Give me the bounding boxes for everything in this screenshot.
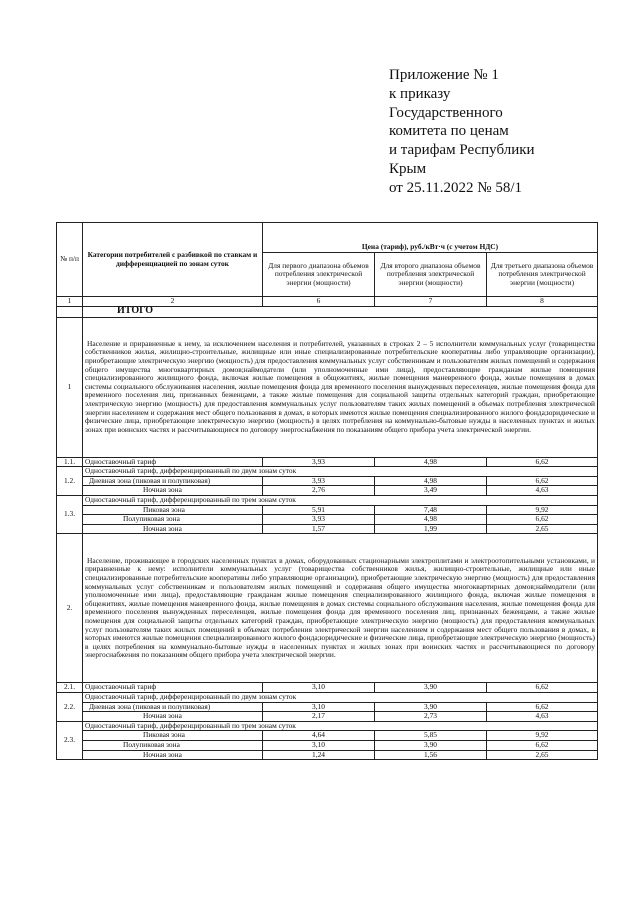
appendix-title: Приложение № 1 — [389, 67, 499, 83]
zone-row — [57, 750, 598, 760]
tariff-table — [56, 222, 598, 760]
price-range1: 3,10 — [263, 683, 375, 693]
price-range3: 6,62 — [487, 476, 598, 486]
price-range1: 3,93 — [263, 476, 375, 486]
zone-row — [57, 731, 598, 741]
price-range1: 3,10 — [263, 740, 375, 750]
row-number: 1.1. — [57, 457, 83, 467]
price-range2: 3,49 — [375, 486, 487, 496]
price-range1: 2,17 — [263, 712, 375, 722]
price-range2: 3,90 — [375, 683, 487, 693]
zone-label: Ночная зона — [83, 524, 263, 534]
row-number: 2.2. — [57, 692, 83, 721]
price-range2: 3,90 — [375, 702, 487, 712]
index-cell: 1 — [57, 297, 83, 307]
appendix-date-number: от 25.11.2022 № 58/1 — [389, 179, 523, 196]
zone-label: Пиковая зона — [83, 505, 263, 515]
price-range3: 9,92 — [487, 731, 598, 741]
price-range3: 6,62 — [487, 683, 598, 693]
price-range1: 3,10 — [263, 702, 375, 712]
price-range1: 4,64 — [263, 731, 375, 741]
appendix-header — [389, 66, 629, 198]
zone-row — [57, 712, 598, 722]
tariff-row — [57, 683, 598, 693]
section-row — [57, 534, 598, 683]
row-number: 2. — [57, 534, 83, 683]
col-price-header: Цена (тариф), руб./кВт·ч (с учетом НДС) — [263, 223, 598, 253]
price-range1: 5,91 — [263, 505, 375, 515]
category-description: Население и приравненные к нему, за исключением населения и потребителей, указанных в строках 2 – 5 исполнители коммунальных услуг (товарищества собственников жилья, жилищно-строительные, жилищные или иные специализированные потребительские кооперативы либо управляющие организации), приобретающие электрическую энергию (мощность) для предоставления коммунальных услуг собственникам и пользователям жилых помещений и содержания общего имущества многоквартирных домов;наймодатели (или уполномоченные ими лица), предоставляющие гражданам жилые помещения специализированного жилищного фонда, включая жилые помещения в общежитиях, жилые помещения маневренного фонда, жилые помещения в домах системы социального обслуживания населения, жилые помещения фонда для временного поселения вынужденных переселенцев, жилые помещения фонда для временного поселения лиц, признанных беженцами, а также жилые помещения для социальной защиты отдельных категорий граждан, приобретающие электрическую энергию (мощность) для предоставления коммунальных услуг пользователям таких жилых помещений в объемах потребления электрической энергии населением и содержания мест общего пользования в домах, в которых имеются жилые помещения специализированного жилого фонда;юридические и физические лица, приобретающие электрическую энергию (мощность) в целях потребления на коммунально-бытовые нужды в населенных пунктах и жилых зонах при воинских частях и рассчитывающиеся по договору энергоснабжения по показаниям общего прибора учета электрической энергии. — [83, 317, 598, 457]
zone-label: Дневная зона (пиковая и полупиковая) — [83, 476, 263, 486]
price-range3: 6,62 — [487, 515, 598, 525]
col-range3-header: Для третьего диапазона объемов потребления электрической энергии (мощности) — [487, 253, 598, 297]
price-range2: 2,73 — [375, 712, 487, 722]
row-number: 2.3. — [57, 721, 83, 759]
zone-row — [57, 476, 598, 486]
row-number: 2.1. — [57, 683, 83, 693]
tariff-row — [57, 692, 598, 702]
zone-label: Полупиковая зона — [83, 740, 263, 750]
col-category-header: Категории потребителей с разбивкой по ставкам и дифференциацией по зонам суток — [83, 223, 263, 297]
appendix-line: Государственного — [389, 104, 503, 121]
index-cell: 7 — [375, 297, 487, 307]
price-range2: 4,98 — [375, 457, 487, 467]
row-number: 1.3. — [57, 495, 83, 533]
col-number-header: № п/п — [57, 223, 83, 297]
index-cell: 2 — [83, 297, 263, 307]
price-range2: 7,48 — [375, 505, 487, 515]
tariff-label: Одноставочный тариф — [83, 683, 263, 693]
price-range2: 1,56 — [375, 750, 487, 760]
price-range2: 4,98 — [375, 515, 487, 525]
price-range3: 2,65 — [487, 524, 598, 534]
price-range1: 1,24 — [263, 750, 375, 760]
price-range1: 1,57 — [263, 524, 375, 534]
section-row — [57, 317, 598, 457]
row-number: 1.2. — [57, 467, 83, 496]
tariff-label: Одноставочный тариф, дифференцированный по трем зонам суток — [83, 495, 598, 505]
zone-label: Ночная зона — [83, 486, 263, 496]
price-range2: 5,85 — [375, 731, 487, 741]
empty-cell — [57, 306, 83, 317]
zone-label: Дневная зона (пиковая и полупиковая) — [83, 702, 263, 712]
index-cell: 6 — [263, 297, 375, 307]
price-range2: 3,90 — [375, 740, 487, 750]
tariff-label: Одноставочный тариф, дифференцированный по двум зонам суток — [83, 467, 598, 477]
appendix-line: комитета по ценам — [389, 123, 509, 140]
zone-row — [57, 740, 598, 750]
col-range1-header: Для первого диапазона объемов потребления электрической энергии (мощности) — [263, 253, 375, 297]
total-label: ИТОГО — [83, 306, 598, 317]
appendix-line: и тарифам Республики — [389, 142, 535, 159]
zone-label: Пиковая зона — [83, 731, 263, 741]
price-range3: 2,65 — [487, 750, 598, 760]
col-range2-header: Для второго диапазона объемов потребления электрической энергии (мощности) — [375, 253, 487, 297]
zone-label: Полупиковая зона — [83, 515, 263, 525]
tariff-row — [57, 721, 598, 731]
price-range1: 2,76 — [263, 486, 375, 496]
zone-row — [57, 524, 598, 534]
price-range1: 3,93 — [263, 515, 375, 525]
price-range3: 9,92 — [487, 505, 598, 515]
zone-label: Ночная зона — [83, 750, 263, 760]
price-range1: 3,93 — [263, 457, 375, 467]
price-range3: 6,62 — [487, 457, 598, 467]
tariff-row — [57, 495, 598, 505]
appendix-line: к приказу — [389, 85, 451, 102]
price-range3: 6,62 — [487, 702, 598, 712]
tariff-row — [57, 467, 598, 477]
price-range3: 4,63 — [487, 486, 598, 496]
tariff-label: Одноставочный тариф, дифференцированный по трем зонам суток — [83, 721, 598, 731]
price-range3: 4,63 — [487, 712, 598, 722]
price-range3: 6,62 — [487, 740, 598, 750]
category-description: Население, проживающее в городских населенных пунктах в домах, оборудованных стационарными электроплитами и электроотопительными установками, и приравненные к нему: исполнители коммунальных услуг (товарищества собственников жилья, жилищно-строительные, жилищные или иные специализированные потребительские кооперативы либо управляющие организации), приобретающие электрическую энергию (мощность) для предоставления коммунальных услуг собственникам и пользователям жилых помещений и содержания общего имущества многоквартирных домов;наймодатели (или уполномоченные ими лица), предоставляющие гражданам жилые помещения специализированного жилищного фонда, включая жилые помещения в общежитиях, жилые помещения маневренного фонда, жилые помещения в домах системы социального обслуживания населения, жилые помещения фонда для временного поселения вынужденных переселенцев, жилые помещения фонда для временного поселения лиц, признанных беженцами, а также жилые помещения для социальной защиты отдельных категорий граждан, приобретающие электрическую энергию (мощность) для предоставления коммунальных услуг пользователям таких жилых помещений в объемах потребления электрической энергии населением и содержания мест общего пользования в домах, в которых имеются жилые помещения специализированного жилого фонда;юридические и физические лица, приобретающие электрическую энергию (мощность) в целях потребления на коммунально-бытовые нужды в населенных пунктах и жилых зонах при воинских частях и рассчитывающиеся по договору энергоснабжения по показаниям общего прибора учета электрической энергии. — [83, 534, 598, 683]
price-range2: 4,98 — [375, 476, 487, 486]
index-cell: 8 — [487, 297, 598, 307]
appendix-line: Крым — [389, 160, 427, 177]
header-row — [57, 223, 598, 253]
tariff-label: Одноставочный тариф, дифференцированный по двум зонам суток — [83, 692, 598, 702]
row-number: 1 — [57, 317, 83, 457]
price-range2: 1,99 — [375, 524, 487, 534]
zone-row — [57, 515, 598, 525]
zone-label: Ночная зона — [83, 712, 263, 722]
total-row — [57, 306, 598, 317]
tariff-label: Одноставочный тариф — [83, 457, 263, 467]
zone-row — [57, 702, 598, 712]
